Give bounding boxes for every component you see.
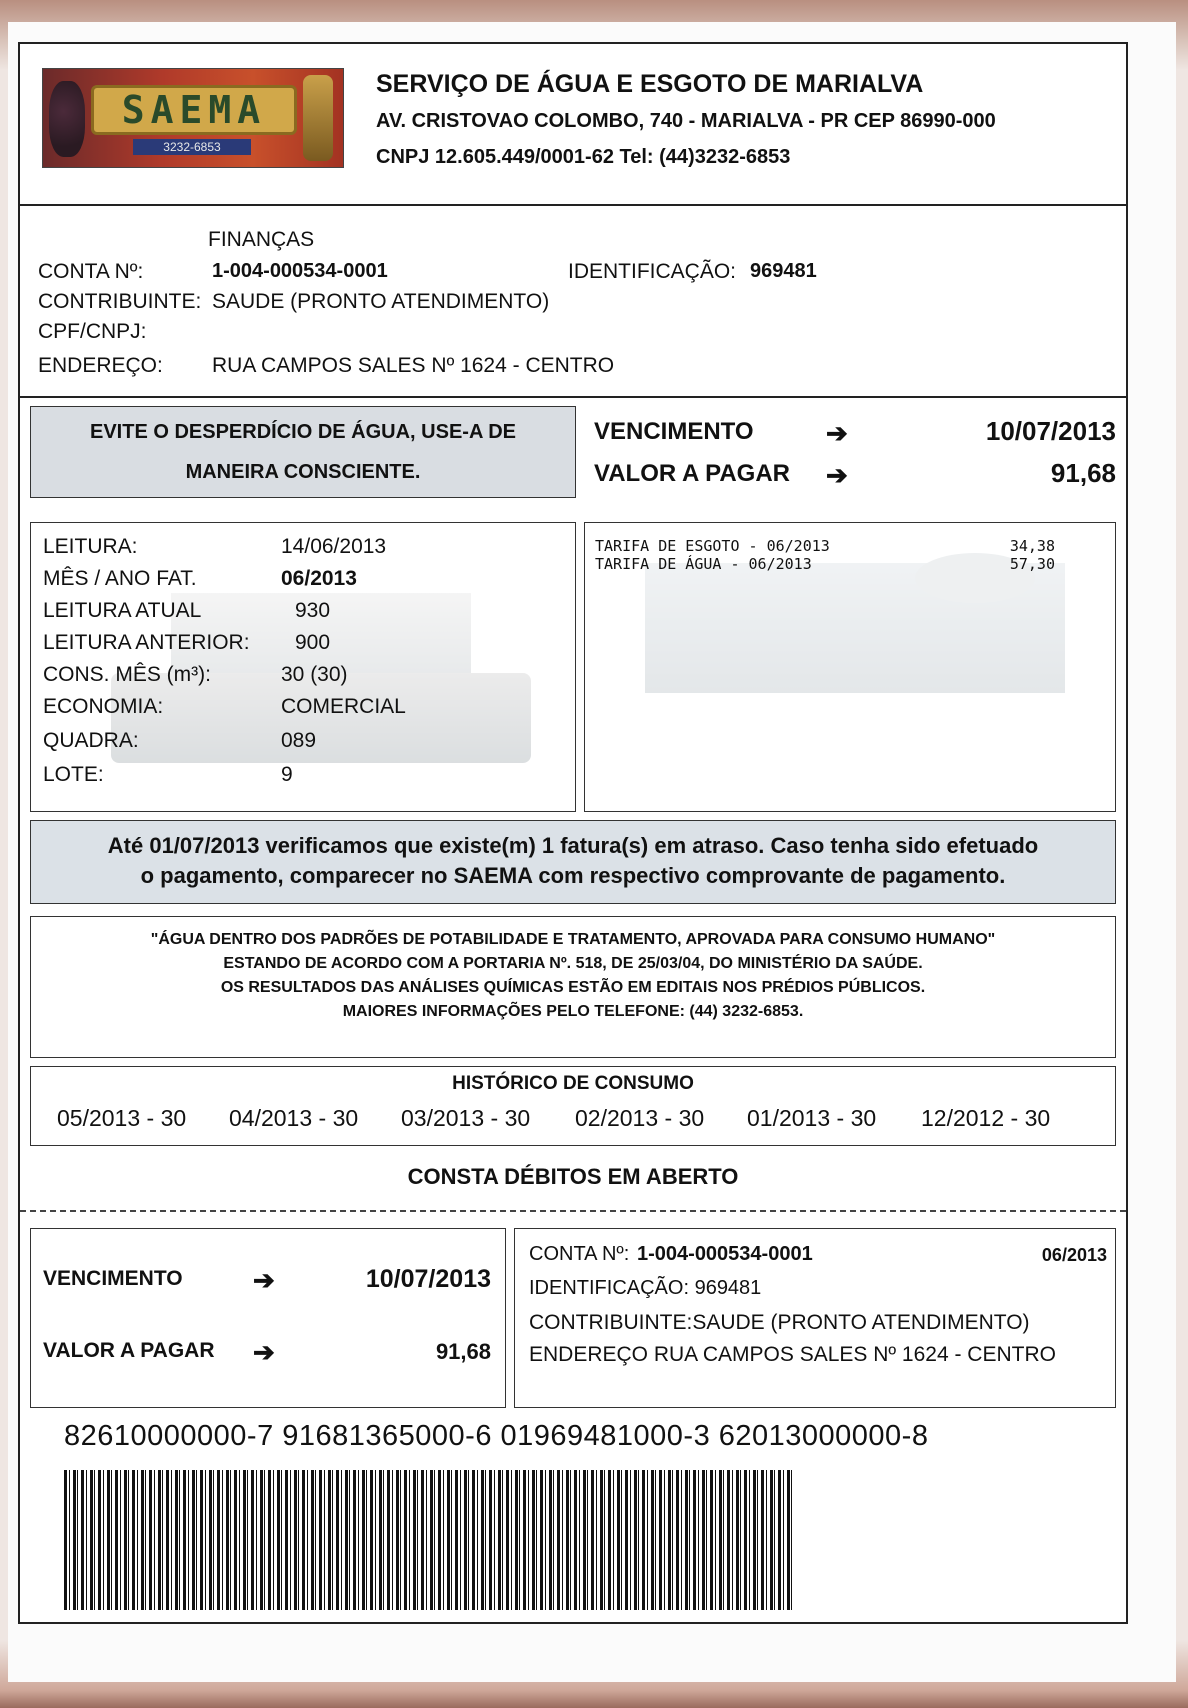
- history-item: 03/2013 - 30: [401, 1105, 531, 1131]
- stub-reference: 06/2013: [1041, 1245, 1107, 1265]
- charge-desc: TARIFA DE ÁGUA - 06/2013: [595, 555, 812, 573]
- reading-details: [30, 522, 576, 812]
- leitura-anterior-value: 900: [295, 631, 331, 654]
- arrow-right-icon: ➔: [253, 1265, 275, 1295]
- charge-value: 34,38: [1009, 537, 1055, 555]
- charge-value: 57,30: [1009, 555, 1055, 573]
- endereco-value: RUA CAMPOS SALES Nº 1624 - CENTRO: [212, 354, 615, 377]
- divider: [20, 204, 1126, 206]
- water-quality-notice: [30, 916, 1116, 1058]
- charge-desc: TARIFA DE ESGOTO - 06/2013: [595, 537, 830, 555]
- cut-line: [20, 1210, 1126, 1212]
- conservation-notice: [30, 406, 576, 498]
- quadra-label: QUADRA:: [43, 729, 139, 752]
- section-label: FINANÇAS: [208, 228, 315, 251]
- stub-valor-label: VALOR A PAGAR: [43, 1339, 215, 1362]
- quadra-value: 089: [281, 729, 317, 752]
- overdue-notice: [30, 820, 1116, 904]
- stub-valor-value: 91,68: [435, 1339, 491, 1364]
- overdue-line-2: o pagamento, comparecer no SAEMA com respectivo comprovante de pagamento.: [140, 863, 1006, 888]
- lote-value: 9: [281, 763, 293, 786]
- vencimento-label: VENCIMENTO: [594, 418, 754, 445]
- stub-contribuinte: CONTRIBUINTE:SAUDE (PRONTO ATENDIMENTO): [529, 1311, 1030, 1334]
- stub-identificacao: IDENTIFICAÇÃO: 969481: [529, 1277, 762, 1299]
- divider: [20, 396, 1126, 398]
- leitura-anterior-label: LEITURA ANTERIOR:: [43, 631, 250, 654]
- barcode-number: 82610000000-7 91681365000-6 01969481000-3 62013000000-8: [64, 1420, 929, 1452]
- quality-line-4: MAIORES INFORMAÇÕES PELO TELEFONE: (44) 3232-6853.: [342, 1003, 804, 1020]
- stub-conta-value: 1-004-000534-0001: [637, 1243, 813, 1265]
- company-address: AV. CRISTOVAO COLOMBO, 740 - MARIALVA - PR CEP 86990-000: [376, 110, 996, 132]
- stub-conta-label: CONTA Nº:: [529, 1243, 630, 1265]
- leitura-value: 14/06/2013: [281, 535, 387, 558]
- saema-logo: [42, 68, 344, 168]
- quality-line-1: "ÁGUA DENTRO DOS PADRÕES DE POTABILIDADE E TRATAMENTO, APROVADA PARA CONSUMO HUMANO": [150, 931, 996, 948]
- conta-label: CONTA Nº:: [38, 260, 144, 283]
- history-item: 02/2013 - 30: [575, 1105, 705, 1131]
- valor-value: 91,68: [1050, 458, 1116, 488]
- faucet-icon: [303, 75, 333, 161]
- notice-line-2: MANEIRA CONSCIENTE.: [185, 461, 421, 483]
- lote-label: LOTE:: [43, 763, 104, 786]
- stub-vencimento-value: 10/07/2013: [365, 1265, 491, 1293]
- company-cnpj-phone: CNPJ 12.605.449/0001-62 Tel: (44)3232-6853: [376, 146, 791, 168]
- quality-line-2: ESTANDO DE ACORDO COM A PORTARIA Nº. 518, DE 25/03/04, DO MINISTÉRIO DA SAÚDE.: [223, 955, 923, 972]
- arrow-right-icon: ➔: [826, 418, 848, 448]
- stub-vencimento-label: VENCIMENTO: [43, 1267, 183, 1290]
- consumption-history: [30, 1066, 1116, 1146]
- arrow-right-icon: ➔: [253, 1337, 275, 1367]
- company-name: SERVIÇO DE ÁGUA E ESGOTO DE MARIALVA: [376, 70, 924, 98]
- mes-label: MÊS / ANO FAT.: [43, 567, 197, 590]
- contribuinte-label: CONTRIBUINTE:: [38, 290, 202, 313]
- identificacao-label: IDENTIFICAÇÃO:: [568, 260, 737, 283]
- identificacao-value: 969481: [750, 260, 817, 282]
- barcode: [64, 1470, 794, 1610]
- history-item: 12/2012 - 30: [921, 1105, 1051, 1131]
- stub-due-box: [30, 1228, 506, 1408]
- history-item: 04/2013 - 30: [229, 1105, 359, 1131]
- water-bill: [18, 42, 1128, 1624]
- economia-label: ECONOMIA:: [43, 695, 164, 718]
- history-item: 05/2013 - 30: [57, 1105, 187, 1131]
- history-title: HISTÓRICO DE CONSUMO: [452, 1073, 694, 1094]
- history-item: 01/2013 - 30: [747, 1105, 877, 1131]
- arrow-right-icon: ➔: [826, 460, 848, 490]
- endereco-label: ENDEREÇO:: [38, 354, 163, 377]
- leitura-label: LEITURA:: [43, 535, 138, 558]
- contribuinte-value: SAUDE (PRONTO ATENDIMENTO): [212, 290, 550, 313]
- consumo-label: CONS. MÊS (m³):: [43, 663, 211, 686]
- logo-phone: 3232-6853: [133, 139, 251, 155]
- economia-value: COMERCIAL: [281, 695, 406, 718]
- leitura-atual-label: LEITURA ATUAL: [43, 599, 202, 622]
- stub-account-box: [514, 1228, 1116, 1408]
- mes-value: 06/2013: [281, 567, 357, 590]
- logo-text: SAEMA: [91, 85, 297, 135]
- grapes-icon: [49, 81, 85, 157]
- conta-value: 1-004-000534-0001: [212, 260, 388, 282]
- charges-box: [584, 522, 1116, 812]
- quality-line-3: OS RESULTADOS DAS ANÁLISES QUÍMICAS ESTÃO EM EDITAIS NOS PRÉDIOS PÚBLICOS.: [220, 979, 926, 996]
- valor-label: VALOR A PAGAR: [594, 460, 790, 487]
- overdue-line-1: Até 01/07/2013 verificamos que existe(m) 1 fatura(s) em atraso. Caso tenha sido efetuado: [107, 833, 1039, 858]
- debts-notice: CONSTA DÉBITOS EM ABERTO: [407, 1164, 739, 1189]
- stub-endereco: ENDEREÇO RUA CAMPOS SALES Nº 1624 - CENTRO: [529, 1343, 1056, 1366]
- leitura-atual-value: 930: [295, 599, 331, 622]
- consumo-value: 30 (30): [281, 663, 348, 686]
- cpf-label: CPF/CNPJ:: [38, 320, 147, 343]
- vencimento-value: 10/07/2013: [985, 416, 1116, 446]
- notice-line-1: EVITE O DESPERDÍCIO DE ÁGUA, USE-A DE: [90, 421, 516, 443]
